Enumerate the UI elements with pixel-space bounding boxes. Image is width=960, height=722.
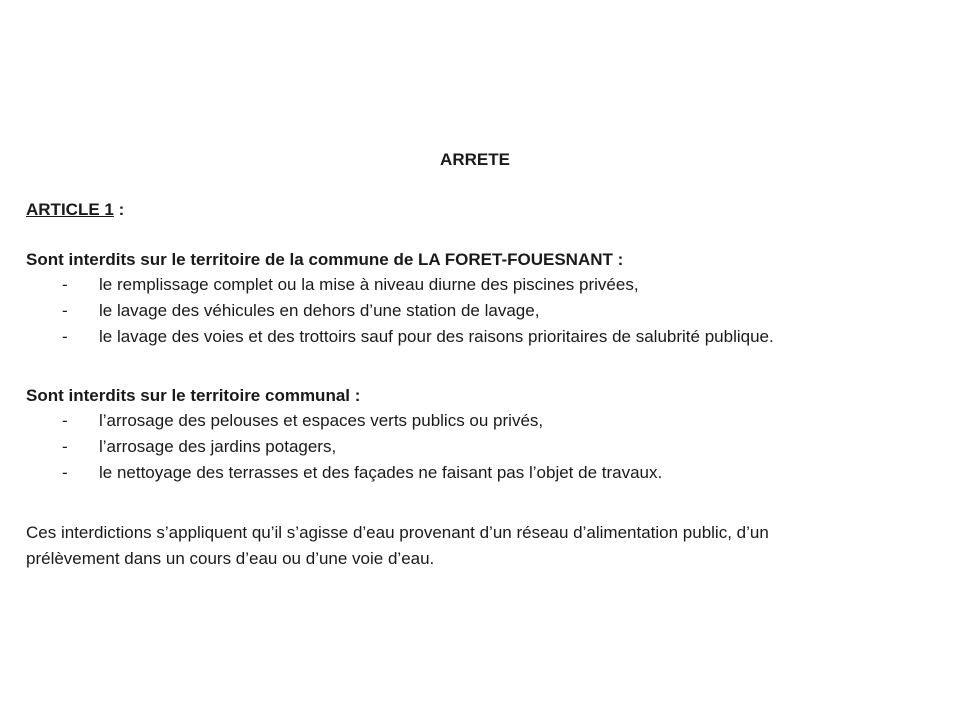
article-heading (26, 198, 124, 222)
bullet-dash: - (62, 411, 68, 430)
section-prohibitions-commune (26, 248, 936, 350)
list-item-text: l’arrosage des jardins potagers, (99, 437, 337, 456)
closing-paragraph (26, 520, 936, 572)
list-item-text: le remplissage complet ou la mise à niveau diurne des piscines privées, (99, 275, 639, 294)
section-heading: Sont interdits sur le territoire communal : (26, 386, 361, 405)
bullet-dash: - (62, 301, 68, 320)
paragraph-line: Ces interdictions s’appliquent qu’il s’agisse d’eau provenant d’un réseau d’alimentation public, d’un (26, 523, 769, 542)
prohibition-list (26, 408, 936, 486)
bullet-dash: - (62, 275, 68, 294)
list-item (26, 298, 936, 324)
bullet-dash: - (62, 327, 68, 346)
bullet-dash: - (62, 463, 68, 482)
list-item-text: le lavage des voies et des trottoirs sauf pour des raisons prioritaires de salubrité publique. (99, 327, 774, 346)
article-label: ARTICLE 1 (26, 200, 114, 219)
section-heading: Sont interdits sur le territoire de la commune de LA FORET-FOUESNANT : (26, 250, 624, 269)
list-item-text: le nettoyage des terrasses et des façades ne faisant pas l’objet de travaux. (99, 463, 663, 482)
section-prohibitions-communal (26, 384, 936, 486)
list-item-text: le lavage des véhicules en dehors d’une station de lavage, (99, 301, 540, 320)
list-item (26, 408, 936, 434)
list-item (26, 272, 936, 298)
article-colon: : (113, 200, 125, 219)
prohibition-list (26, 272, 936, 350)
document-title: ARRETE (440, 150, 510, 169)
list-item (26, 460, 936, 486)
bullet-dash: - (62, 437, 68, 456)
list-item (26, 324, 936, 350)
paragraph-line: prélèvement dans un cours d’eau ou d’une voie d’eau. (26, 549, 435, 568)
list-item-text: l’arrosage des pelouses et espaces verts publics ou privés, (99, 411, 544, 430)
list-item (26, 434, 936, 460)
